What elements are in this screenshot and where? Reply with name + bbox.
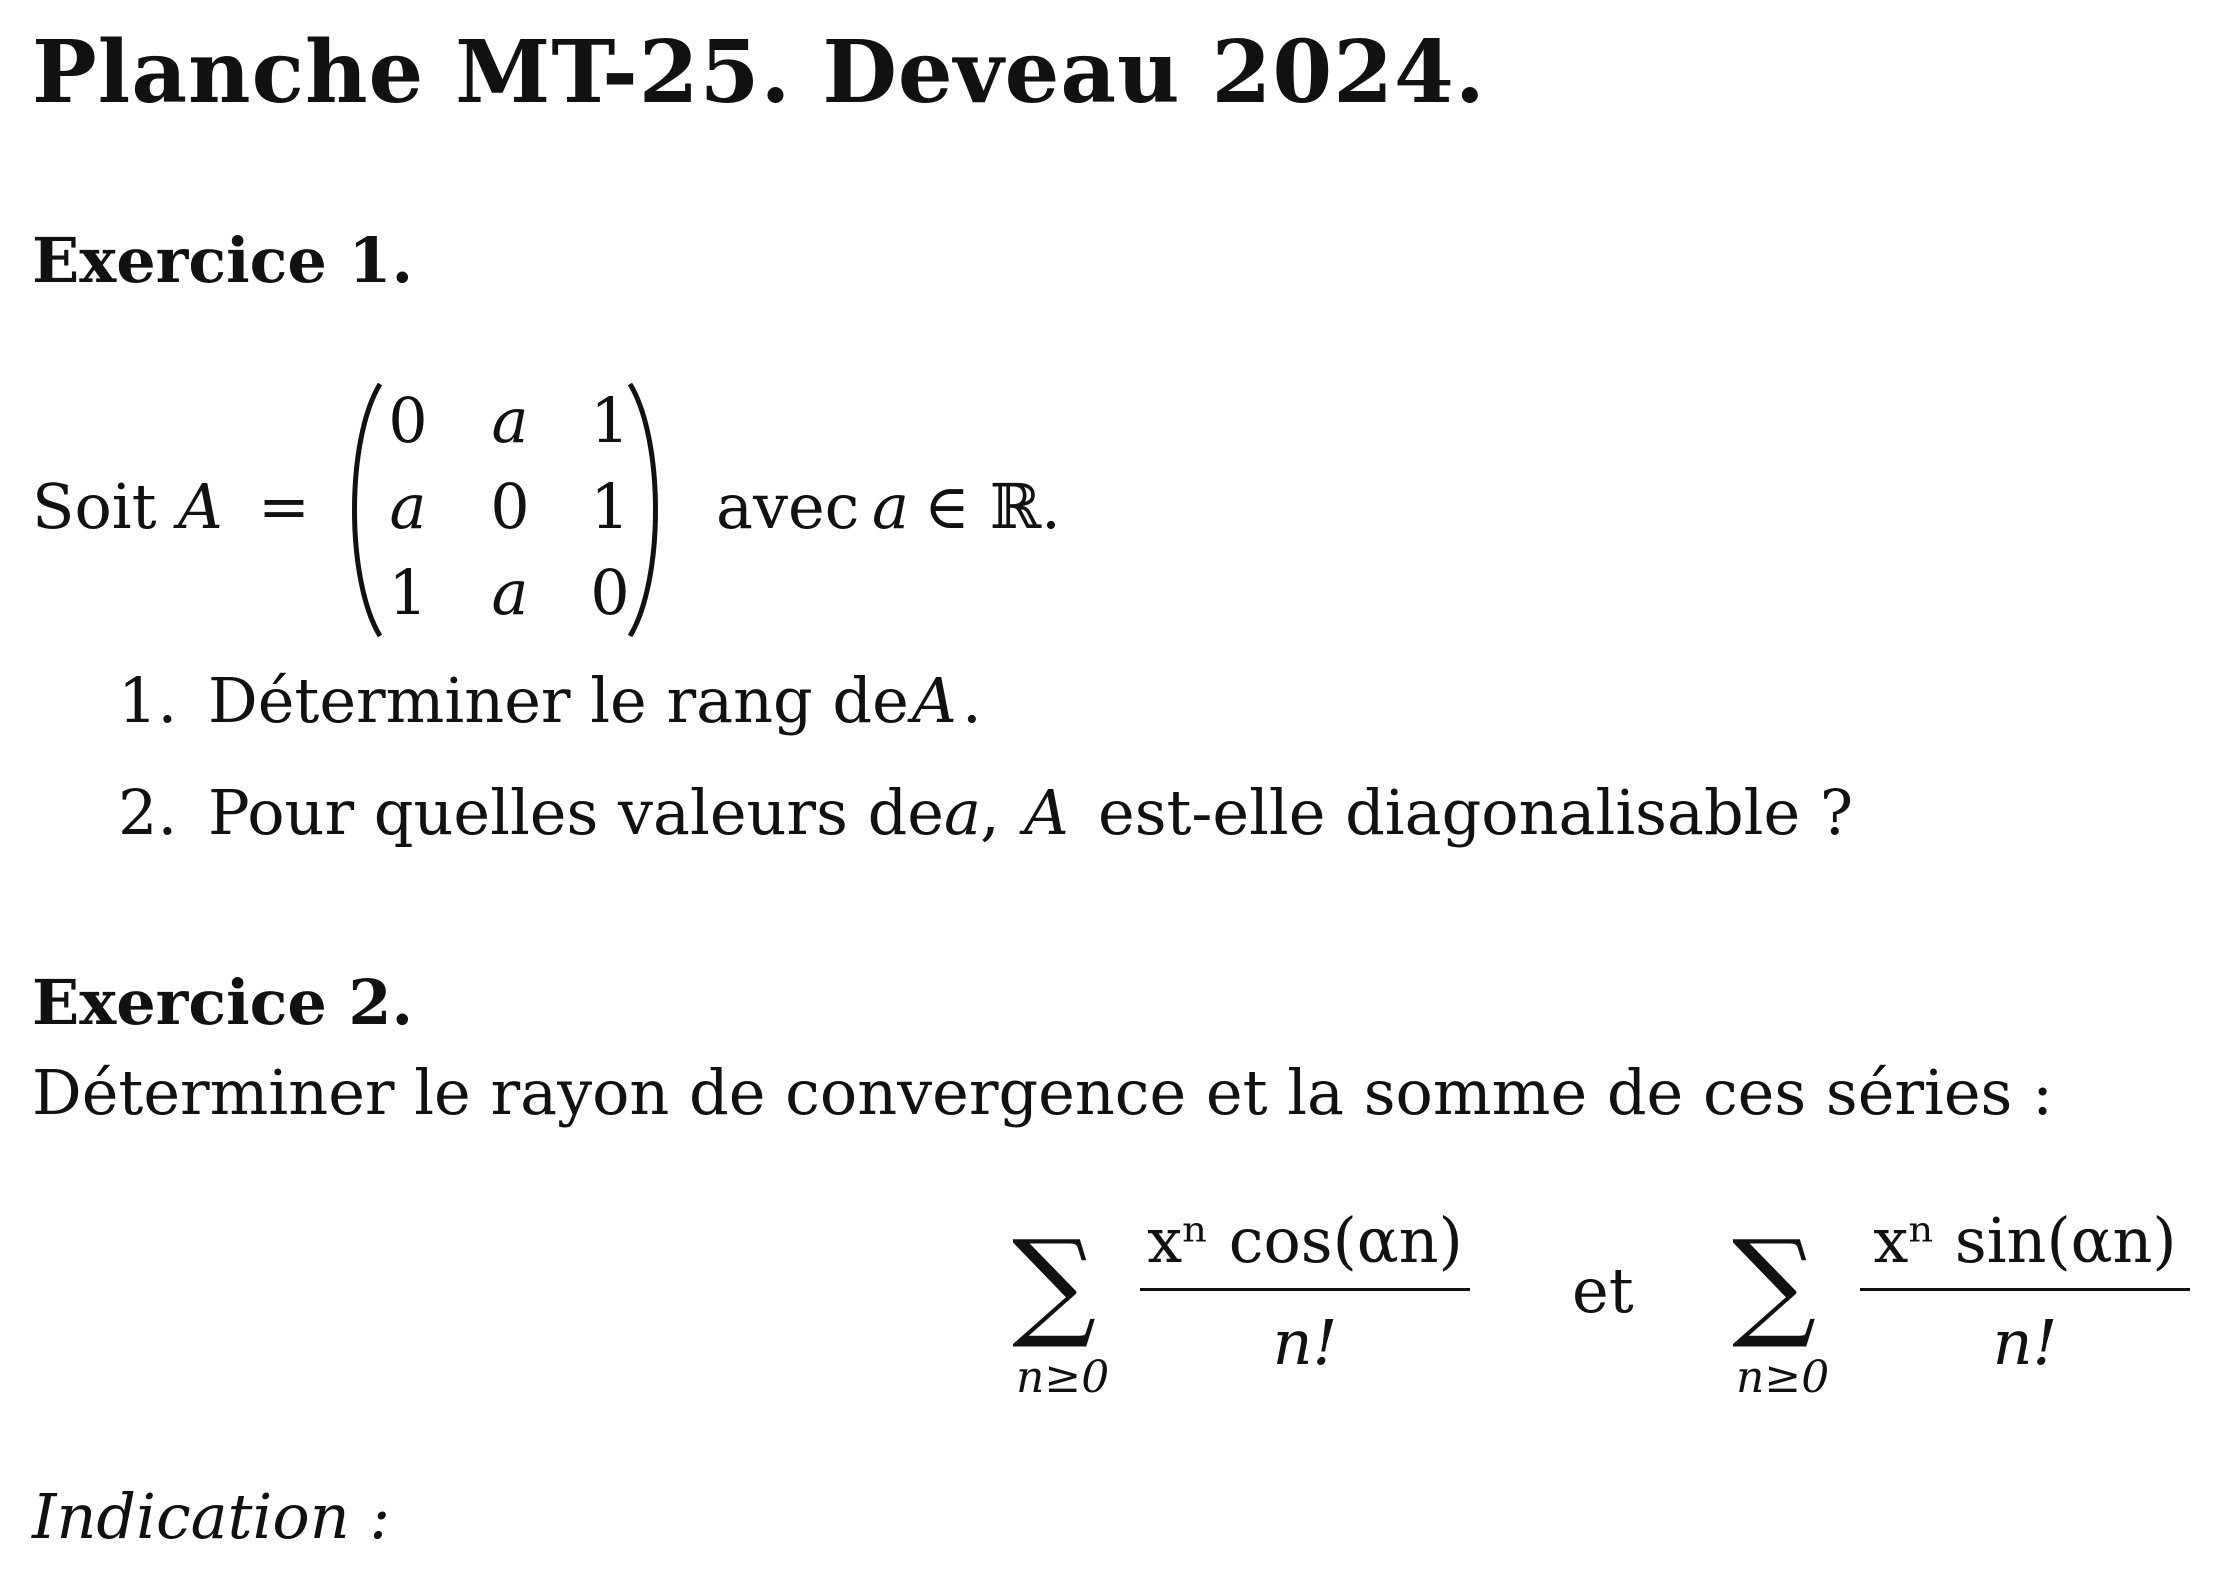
exercise-2-statement: Déterminer le rayon de convergence et la somme de ces séries : — [32, 1056, 2053, 1129]
list-item-number: 2. — [118, 776, 178, 849]
exercise-2-heading: Exercice 2. — [32, 966, 414, 1039]
matrix-cell: 0 — [490, 470, 530, 543]
et-label: et — [1572, 1254, 1634, 1327]
in-reals: ∈ ℝ. — [924, 470, 1061, 543]
list-item-var: A — [912, 664, 957, 737]
sum-subscript: n≥0 — [1736, 1352, 1830, 1403]
list-item-text: est-elle diagonalisable ? — [1098, 776, 1854, 849]
list-item-var: a — [944, 776, 981, 849]
indication-label: Indication : — [32, 1480, 391, 1553]
avec-label: avec — [716, 470, 860, 543]
matrix-cell: 0 — [590, 556, 630, 629]
list-item-punct: , — [980, 776, 1000, 849]
exercise-1-heading: Exercice 1. — [32, 224, 414, 297]
matrix-cell: 1 — [388, 556, 428, 629]
fraction-line — [1860, 1288, 2190, 1291]
fraction-line — [1140, 1288, 1470, 1291]
matrix-cell: 0 — [388, 384, 428, 457]
matrix-cell: a — [491, 384, 529, 457]
equals-sign: = — [258, 470, 310, 543]
sum-symbol: ∑ — [1732, 1214, 1817, 1352]
series-1-numerator: xⁿ cos(αn) — [1147, 1204, 1463, 1277]
matrix-cell: a — [491, 556, 529, 629]
a-variable: a — [872, 470, 909, 543]
list-item-number: 1. — [118, 664, 178, 737]
soit-label: Soit — [32, 470, 157, 543]
list-item-var: A — [1024, 776, 1069, 849]
matrix-cell: a — [389, 470, 427, 543]
sum-symbol: ∑ — [1012, 1214, 1097, 1352]
series-1-denominator: n! — [1272, 1306, 1338, 1379]
series-2-numerator: xⁿ sin(αn) — [1873, 1204, 2177, 1277]
list-item-text: Pour quelles valeurs de — [208, 776, 944, 849]
matrix-cell: 1 — [590, 470, 630, 543]
series-2-denominator: n! — [1992, 1306, 2058, 1379]
matrix-cell: 1 — [590, 384, 630, 457]
sum-subscript: n≥0 — [1016, 1352, 1110, 1403]
page-title: Planche MT-25. Deveau 2024. — [32, 22, 1486, 123]
matrix-name: A — [178, 470, 223, 543]
list-item-text: Déterminer le rang de — [208, 664, 909, 737]
list-item-punct: . — [962, 664, 982, 737]
